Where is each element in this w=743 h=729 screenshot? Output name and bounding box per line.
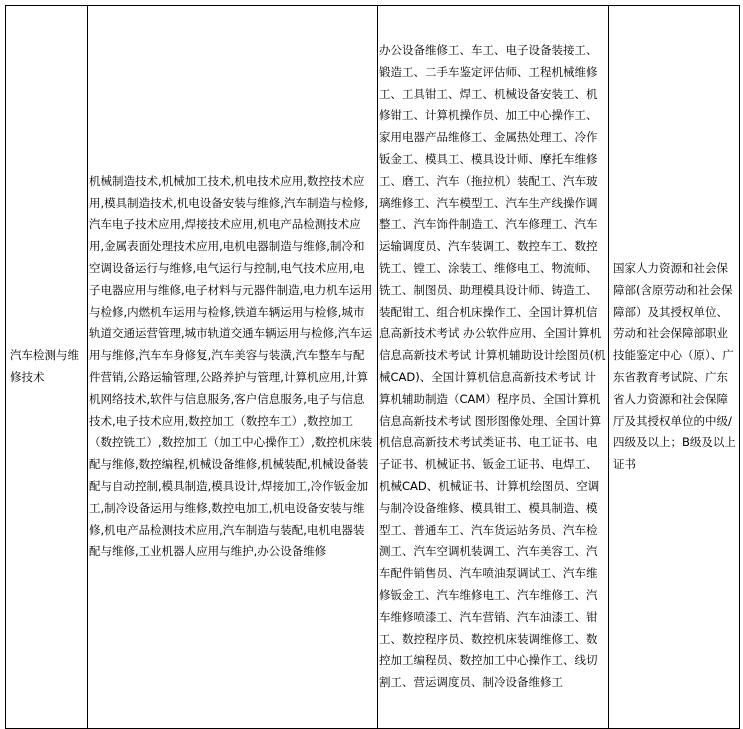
major-name-cell [6,6,88,729]
certificate-table [5,5,740,729]
issuing-bodies-cell [609,6,740,729]
issuing-bodies-text: 国家人力资源和社会保障部(含原劳动和社会保障部）及其授权单位、劳动和社会保障部职业技能鉴定中心（原）、广东省教育考试院、广东省人力资源和社会保障厅及其授权单位的中级/四级及以上；B级及以上证书 [613,261,736,472]
related-majors-text: 机械制造技术,机械加工技术,机电技术应用,数控技术应用,模具制造技术,机电设备安装与维修,汽车制造与检修,汽车电子技术应用,焊接技术应用,机电产品检测技术应用,金属表面处理技术应用,电机电器制造与维修,制冷和空调设备运行与维修,电气运行与控制,电气技术应用,电子电器应用与维修,电子材料与元器件制造,电力机车运用与检修,内燃机车运用与检修,铁道车辆运用与检修,城市轨道交通运营管理,城市轨道交通车辆运用与检修,汽车运用与维修,汽车车身修复,汽车美容与装潢,汽车整车与配件营销,公路运输管理,公路养护与管理,计算机应用,计算机网络技术,软件与信息服务,客户信息服务,电子与信息技术,电子技术应用,数控加工（数控车工）,数控加工（数控铣工）,数控加工（加工中心操作工）,数控机床装配与维修,数控编程,机械设备维修,机械装配,机械设备装配与自动控制,模具制造,模具设计,焊接加工,冷作钣金加工,制冷设备运用与维修,数控电加工,机电设备安装与维修,机电产品检测技术应用,汽车制造与装配,电机电器装配与维修,工业机器人应用与维护,办公设备维修 [89,173,373,559]
table-row [6,6,740,729]
certificate-types-cell [378,6,609,729]
major-name: 汽车检测与维修技术 [10,348,79,384]
certificate-types-text: 办公设备维修工、车工、电子设备装接工、锻造工、二手车鉴定评估师、工程机械维修工、工具钳工、焊工、机械设备安装工、机修钳工、计算机操作员、加工中心操作工、家用电器产品维修工、金属热处理工、冷作钣金工、模具工、模具设计师、摩托车维修工、磨工、汽车（拖拉机）装配工、汽车玻璃维修工、汽车模型工、汽车生产线操作调整工、汽车饰件制造工、汽车修理工、汽车运输调度员、汽车装调工、数控车工、数控铣工、镗工、涂装工、维修电工、物流师、铣工、制图员、助理模具设计师、铸造工、装配钳工、组合机床操作工、全国计算机信息高新技术考试 办公软件应用、全国计算机信息高新技术考试 计算机辅助设计绘图员(机械CAD)、全国计算机信息高新技术考试 计算机辅助制造（CAM）程序员、全国计算机信息高新技术考试 图形图像处理、全国计算机信息高新技术考试类证书、电工证书、电子证书、机械证书、钣金工证书、电焊工、机械CAD、机械证书、计算机绘图员、空调与制冷设备维修、模具钳工、模具制造、模型工、普通车工、汽车货运站务员、汽车检测工、汽车空调机装调工、汽车美容工、汽车配件销售员、汽车喷油泵调试工、汽车维修钣金工、汽车维修电工、汽车维修工、汽车维修喷漆工、汽车营销、汽车油漆工、钳工、数控程序员、数控机床装调维修工、数控加工编程员、数控加工中心操作工、线切割工、营运调度员、制冷设备维修工 [379,43,606,690]
related-majors-cell [88,6,378,729]
